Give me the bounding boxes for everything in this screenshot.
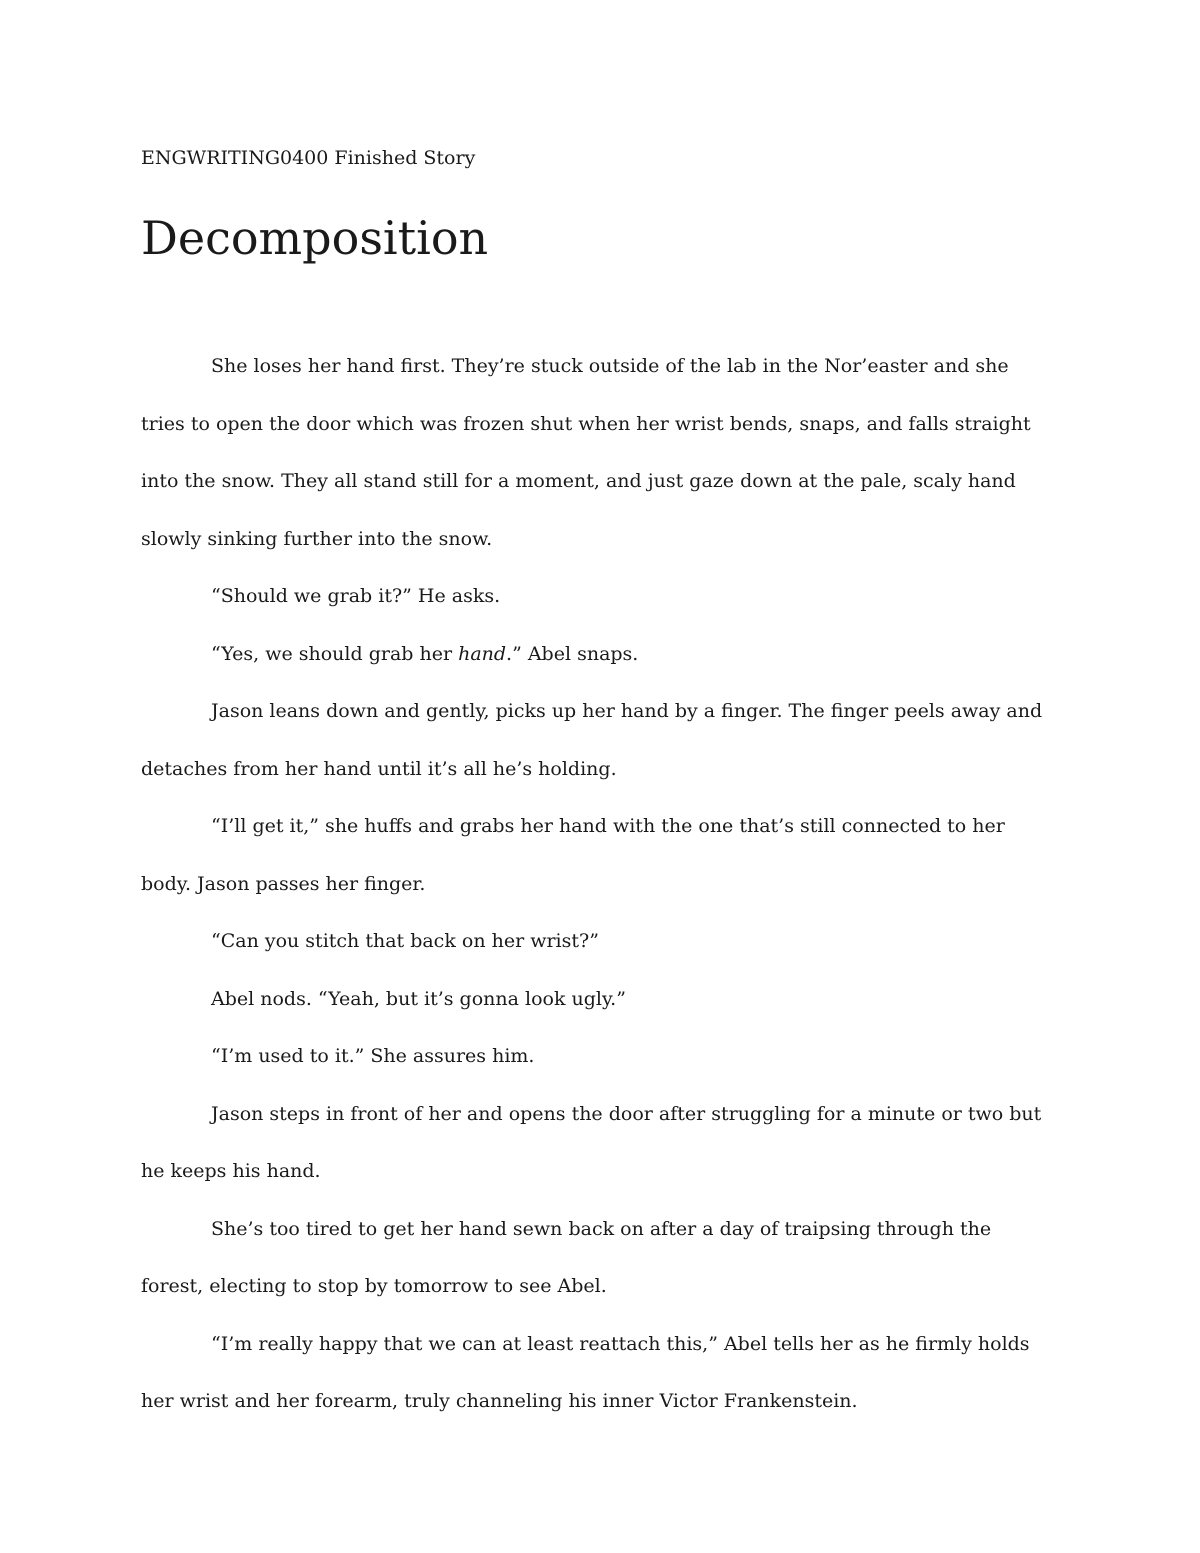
paragraph-7: Abel nods. “Yeah, but it’s gonna look ugly.”: [211, 987, 626, 1010]
paragraph-3: [141, 626, 1046, 684]
emphasized-word: hand: [458, 642, 507, 665]
paragraph-10: She’s too tired to get her hand sewn back on after a day of traipsing through the forest, electing to stop by tomorrow to see Abel.: [141, 1217, 992, 1297]
story-title: Decomposition: [141, 211, 489, 265]
paragraph-8: “I’m used to it.” She assures him.: [211, 1045, 535, 1067]
paragraph-3-after: .” Abel snaps.: [506, 642, 639, 665]
paragraph-9: Jason steps in front of her and opens the door after struggling for a minute or two but he keeps his hand.: [141, 1102, 1042, 1182]
paragraph-2: “Should we grab it?” He asks.: [211, 585, 501, 607]
course-header: ENGWRITING0400 Finished Story: [141, 147, 476, 169]
paragraph-1: She loses her hand first. They’re stuck outside of the lab in the Nor’easter and she tries to open the door which was frozen shut when her wrist bends, snaps, and falls straight into the snow. They all stand still for a moment, and just gaze down at the pale, scaly hand slowly sinking further into the snow.: [141, 355, 1031, 550]
paragraph-3-before: “Yes, we should grab her: [211, 642, 459, 665]
paragraph-11: “I’m really happy that we can at least reattach this,” Abel tells her as he firmly holds her wrist and her forearm, truly channeling his inner Victor Frankenstein.: [141, 1332, 1030, 1412]
paragraph-4: Jason leans down and gently, picks up her hand by a finger. The finger peels away and detaches from her hand until it’s all he’s holding.: [141, 700, 1043, 780]
story-body: [141, 338, 1046, 1431]
paragraph-6: “Can you stitch that back on her wrist?”: [211, 930, 599, 952]
paragraph-5: “I’ll get it,” she huffs and grabs her hand with the one that’s still connected to her body. Jason passes her finger.: [141, 815, 1005, 895]
